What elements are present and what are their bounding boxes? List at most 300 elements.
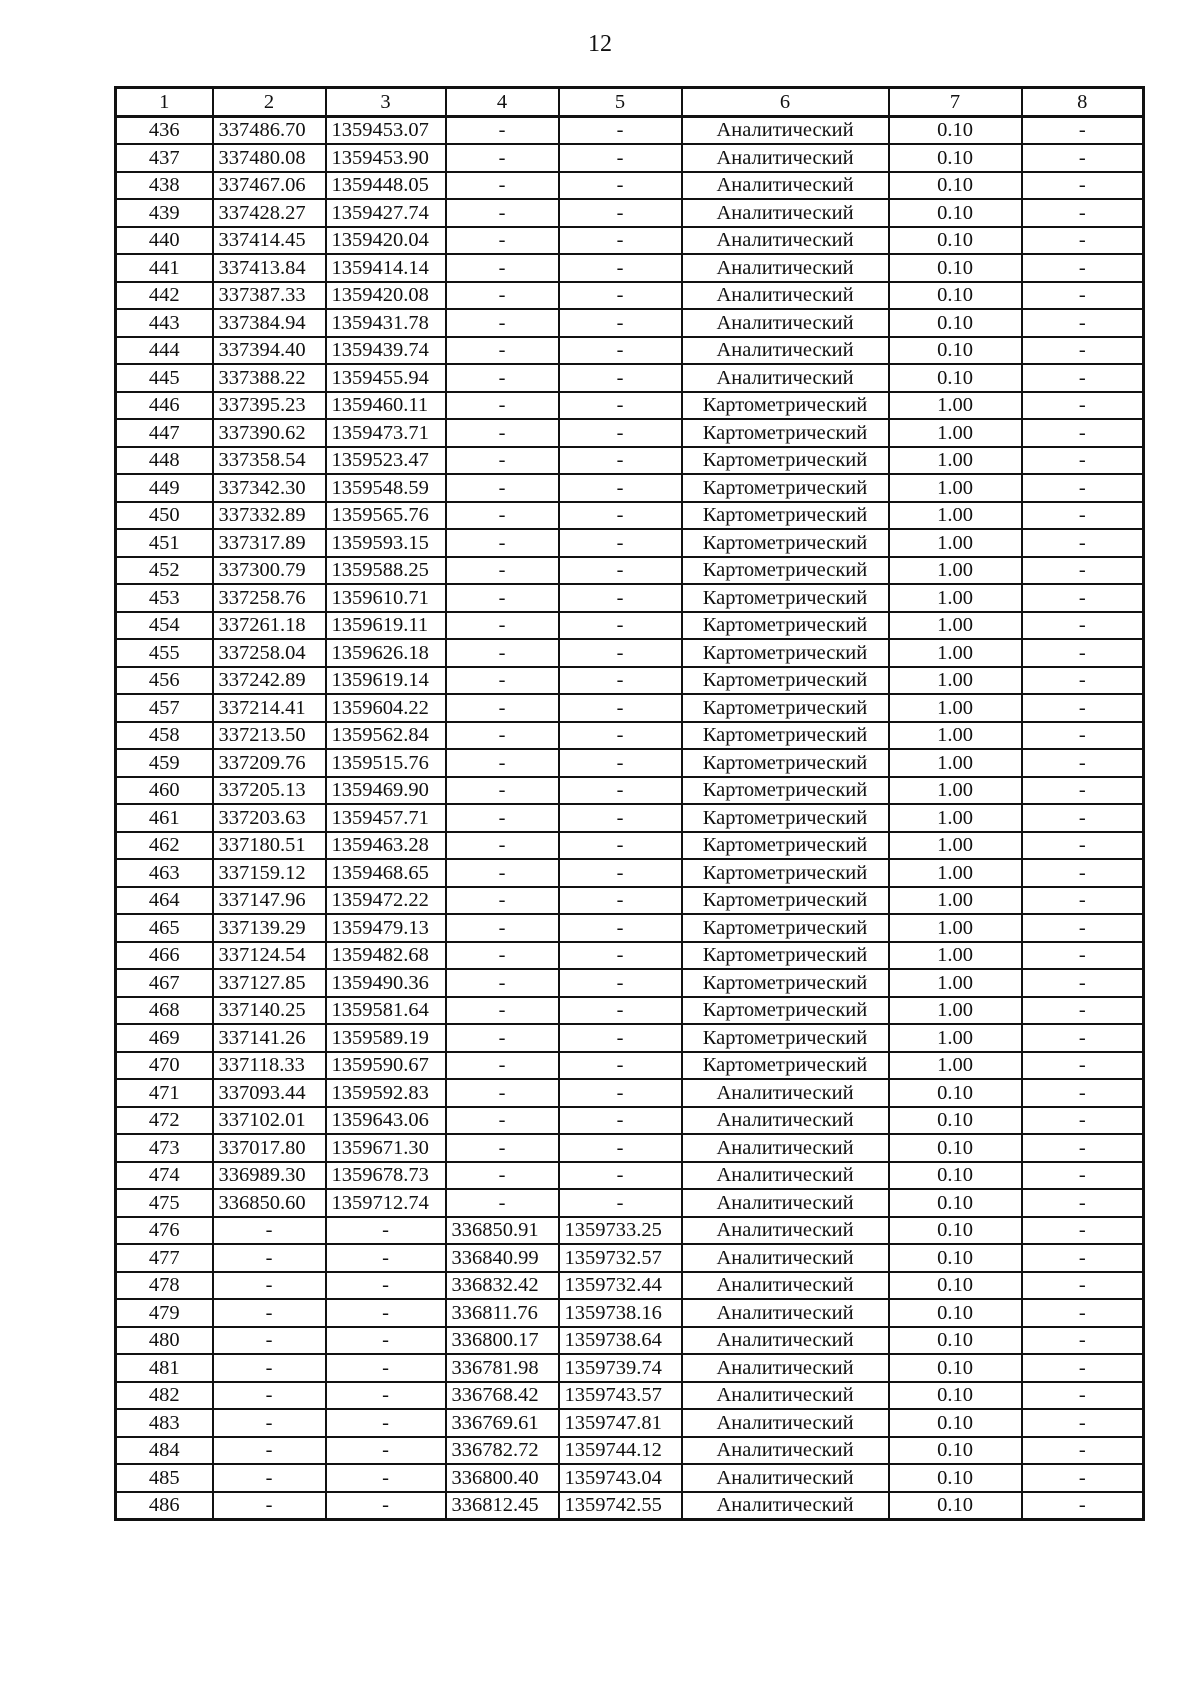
table-cell-col5: - <box>559 1079 682 1107</box>
table-cell-col8: - <box>1022 447 1144 475</box>
table-row <box>116 309 1144 337</box>
table-cell-col7: 0.10 <box>889 144 1022 172</box>
table-cell-col2: 337317.89 <box>213 529 326 557</box>
table-cell-col3: - <box>326 1382 446 1410</box>
table-cell-col8: - <box>1022 1189 1144 1217</box>
table-cell-col8: - <box>1022 337 1144 365</box>
table-cell-col1: 484 <box>116 1437 213 1465</box>
table-cell-col8: - <box>1022 1354 1144 1382</box>
table-cell-col6: Картометрический <box>682 997 889 1025</box>
table-cell-col1: 461 <box>116 804 213 832</box>
table-cell-col8: - <box>1022 914 1144 942</box>
table-cell-col1: 470 <box>116 1052 213 1080</box>
table-cell-col2: 337387.33 <box>213 282 326 310</box>
table-cell-col2: - <box>213 1409 326 1437</box>
table-cell-col2: 337205.13 <box>213 777 326 805</box>
table-cell-col4: - <box>446 749 559 777</box>
column-header-7: 7 <box>889 88 1022 117</box>
table-cell-col6: Аналитический <box>682 1299 889 1327</box>
table-cell-col6: Аналитический <box>682 364 889 392</box>
table-cell-col4: - <box>446 639 559 667</box>
table-cell-col4: - <box>446 887 559 915</box>
table-cell-col8: - <box>1022 557 1144 585</box>
table-cell-col6: Аналитический <box>682 254 889 282</box>
table-row <box>116 777 1144 805</box>
table-cell-col4: - <box>446 392 559 420</box>
table-cell-col4: - <box>446 694 559 722</box>
table-cell-col7: 1.00 <box>889 639 1022 667</box>
table-cell-col3: - <box>326 1217 446 1245</box>
table-row <box>116 1409 1144 1437</box>
table-cell-col3: 1359619.11 <box>326 612 446 640</box>
table-cell-col8: - <box>1022 969 1144 997</box>
table-cell-col6: Аналитический <box>682 1437 889 1465</box>
table-cell-col5: - <box>559 832 682 860</box>
table-cell-col8: - <box>1022 392 1144 420</box>
table-cell-col2: - <box>213 1492 326 1520</box>
table-cell-col1: 442 <box>116 282 213 310</box>
table-cell-col4: - <box>446 447 559 475</box>
table-cell-col3: 1359453.07 <box>326 116 446 144</box>
table-cell-col1: 458 <box>116 722 213 750</box>
table-cell-col2: 337124.54 <box>213 942 326 970</box>
table-cell-col4: - <box>446 199 559 227</box>
table-cell-col2: 337017.80 <box>213 1134 326 1162</box>
table-row <box>116 832 1144 860</box>
table-cell-col7: 1.00 <box>889 1052 1022 1080</box>
table-cell-col2: 337214.41 <box>213 694 326 722</box>
table-cell-col2: 337203.63 <box>213 804 326 832</box>
table-cell-col4: - <box>446 584 559 612</box>
table-cell-col3: 1359455.94 <box>326 364 446 392</box>
table-row <box>116 722 1144 750</box>
table-cell-col8: - <box>1022 1299 1144 1327</box>
table-cell-col1: 472 <box>116 1107 213 1135</box>
table-cell-col6: Картометрический <box>682 804 889 832</box>
table-cell-col5: - <box>559 804 682 832</box>
table-cell-col6: Аналитический <box>682 1492 889 1520</box>
table-cell-col3: 1359592.83 <box>326 1079 446 1107</box>
table-cell-col7: 0.10 <box>889 1409 1022 1437</box>
table-row <box>116 364 1144 392</box>
table-cell-col1: 467 <box>116 969 213 997</box>
table-cell-col4: - <box>446 254 559 282</box>
table-cell-col3: 1359448.05 <box>326 172 446 200</box>
table-cell-col6: Картометрический <box>682 584 889 612</box>
table-cell-col8: - <box>1022 254 1144 282</box>
table-cell-col3: - <box>326 1464 446 1492</box>
table-cell-col7: 1.00 <box>889 859 1022 887</box>
table-cell-col4: - <box>446 419 559 447</box>
table-cell-col3: 1359588.25 <box>326 557 446 585</box>
table-cell-col8: - <box>1022 1409 1144 1437</box>
table-cell-col7: 1.00 <box>889 969 1022 997</box>
table-cell-col8: - <box>1022 804 1144 832</box>
table-row <box>116 557 1144 585</box>
table-cell-col5: 1359747.81 <box>559 1409 682 1437</box>
table-cell-col5: 1359739.74 <box>559 1354 682 1382</box>
table-cell-col8: - <box>1022 667 1144 695</box>
table-cell-col7: 0.10 <box>889 1079 1022 1107</box>
column-header-5: 5 <box>559 88 682 117</box>
table-cell-col8: - <box>1022 612 1144 640</box>
table-row <box>116 997 1144 1025</box>
table-cell-col2: 337414.45 <box>213 227 326 255</box>
table-cell-col2: 337390.62 <box>213 419 326 447</box>
table-cell-col3: 1359565.76 <box>326 502 446 530</box>
table-cell-col5: - <box>559 474 682 502</box>
table-cell-col7: 1.00 <box>889 749 1022 777</box>
table-cell-col2: 337159.12 <box>213 859 326 887</box>
table-cell-col8: - <box>1022 419 1144 447</box>
table-cell-col2: 336989.30 <box>213 1162 326 1190</box>
table-cell-col3: 1359414.14 <box>326 254 446 282</box>
table-cell-col5: - <box>559 694 682 722</box>
table-cell-col6: Картометрический <box>682 1052 889 1080</box>
table-cell-col3: - <box>326 1437 446 1465</box>
table-cell-col1: 445 <box>116 364 213 392</box>
table-cell-col3: 1359469.90 <box>326 777 446 805</box>
table-cell-col5: 1359744.12 <box>559 1437 682 1465</box>
table-cell-col4: - <box>446 364 559 392</box>
table-row <box>116 502 1144 530</box>
table-cell-col4: - <box>446 144 559 172</box>
table-cell-col1: 462 <box>116 832 213 860</box>
table-cell-col5: - <box>559 227 682 255</box>
table-row <box>116 749 1144 777</box>
page-number: 12 <box>588 31 612 57</box>
table-cell-col8: - <box>1022 309 1144 337</box>
table-cell-col1: 436 <box>116 116 213 144</box>
table-cell-col6: Картометрический <box>682 447 889 475</box>
table-cell-col1: 480 <box>116 1327 213 1355</box>
table-cell-col3: 1359523.47 <box>326 447 446 475</box>
table-cell-col7: 0.10 <box>889 309 1022 337</box>
table-row <box>116 419 1144 447</box>
table-row <box>116 1217 1144 1245</box>
table-cell-col7: 1.00 <box>889 694 1022 722</box>
table-cell-col4: - <box>446 667 559 695</box>
table-cell-col2: 337486.70 <box>213 116 326 144</box>
table-cell-col6: Аналитический <box>682 1409 889 1437</box>
table-cell-col2: 337141.26 <box>213 1024 326 1052</box>
table-cell-col7: 0.10 <box>889 1382 1022 1410</box>
table-cell-col5: - <box>559 1134 682 1162</box>
table-cell-col3: 1359643.06 <box>326 1107 446 1135</box>
table-cell-col2: 337140.25 <box>213 997 326 1025</box>
table-cell-col8: - <box>1022 639 1144 667</box>
table-row <box>116 254 1144 282</box>
table-cell-col3: 1359468.65 <box>326 859 446 887</box>
table-row <box>116 969 1144 997</box>
table-cell-col3: 1359589.19 <box>326 1024 446 1052</box>
table-cell-col8: - <box>1022 1382 1144 1410</box>
table-cell-col3: 1359420.08 <box>326 282 446 310</box>
table-cell-col8: - <box>1022 694 1144 722</box>
column-header-2: 2 <box>213 88 326 117</box>
table-cell-col1: 465 <box>116 914 213 942</box>
table-row <box>116 694 1144 722</box>
table-cell-col3: 1359453.90 <box>326 144 446 172</box>
table-cell-col6: Аналитический <box>682 1107 889 1135</box>
table-cell-col7: 0.10 <box>889 1134 1022 1162</box>
table-cell-col2: 337300.79 <box>213 557 326 585</box>
table-cell-col7: 0.10 <box>889 1299 1022 1327</box>
table-cell-col1: 485 <box>116 1464 213 1492</box>
table-cell-col1: 456 <box>116 667 213 695</box>
table-cell-col5: - <box>559 997 682 1025</box>
table-cell-col7: 1.00 <box>889 502 1022 530</box>
table-cell-col7: 0.10 <box>889 1189 1022 1217</box>
table-cell-col3: 1359460.11 <box>326 392 446 420</box>
table-row <box>116 639 1144 667</box>
table-cell-col2: - <box>213 1437 326 1465</box>
table-cell-col7: 0.10 <box>889 1272 1022 1300</box>
table-cell-col5: - <box>559 199 682 227</box>
table-cell-col7: 0.10 <box>889 282 1022 310</box>
table-cell-col6: Картометрический <box>682 502 889 530</box>
table-cell-col2: 337395.23 <box>213 392 326 420</box>
table-cell-col4: - <box>446 1107 559 1135</box>
table-cell-col6: Аналитический <box>682 1079 889 1107</box>
table-cell-col1: 486 <box>116 1492 213 1520</box>
table-cell-col6: Картометрический <box>682 419 889 447</box>
table-cell-col5: - <box>559 337 682 365</box>
table-cell-col3: 1359619.14 <box>326 667 446 695</box>
table-cell-col4: 336782.72 <box>446 1437 559 1465</box>
table-row <box>116 1024 1144 1052</box>
table-cell-col2: 337139.29 <box>213 914 326 942</box>
table-header-row <box>116 88 1144 117</box>
table-cell-col7: 0.10 <box>889 172 1022 200</box>
table-cell-col5: - <box>559 254 682 282</box>
table-cell-col1: 440 <box>116 227 213 255</box>
table-row <box>116 1464 1144 1492</box>
table-cell-col7: 0.10 <box>889 1162 1022 1190</box>
table-cell-col8: - <box>1022 1052 1144 1080</box>
table-cell-col2: 337394.40 <box>213 337 326 365</box>
table-cell-col8: - <box>1022 1437 1144 1465</box>
table-cell-col8: - <box>1022 1327 1144 1355</box>
table-cell-col3: 1359420.04 <box>326 227 446 255</box>
table-cell-col1: 449 <box>116 474 213 502</box>
table-cell-col6: Картометрический <box>682 777 889 805</box>
table-row <box>116 116 1144 144</box>
table-cell-col8: - <box>1022 749 1144 777</box>
table-cell-col5: 1359732.44 <box>559 1272 682 1300</box>
table-row <box>116 942 1144 970</box>
table-cell-col2: 337213.50 <box>213 722 326 750</box>
table-row <box>116 1382 1144 1410</box>
table-cell-col6: Аналитический <box>682 116 889 144</box>
table-cell-col6: Аналитический <box>682 1327 889 1355</box>
table-cell-col3: - <box>326 1299 446 1327</box>
table-cell-col7: 1.00 <box>889 804 1022 832</box>
table-row <box>116 1052 1144 1080</box>
table-cell-col2: - <box>213 1244 326 1272</box>
table-cell-col3: - <box>326 1244 446 1272</box>
table-cell-col1: 451 <box>116 529 213 557</box>
table-cell-col1: 469 <box>116 1024 213 1052</box>
table-cell-col1: 448 <box>116 447 213 475</box>
table-cell-col7: 1.00 <box>889 612 1022 640</box>
table-cell-col5: - <box>559 447 682 475</box>
table-cell-col1: 471 <box>116 1079 213 1107</box>
table-cell-col1: 459 <box>116 749 213 777</box>
table-row <box>116 529 1144 557</box>
table-row <box>116 1327 1144 1355</box>
table-row <box>116 447 1144 475</box>
table-row <box>116 914 1144 942</box>
table-cell-col1: 479 <box>116 1299 213 1327</box>
table-cell-col3: 1359604.22 <box>326 694 446 722</box>
table-cell-col7: 0.10 <box>889 337 1022 365</box>
table-cell-col1: 468 <box>116 997 213 1025</box>
table-cell-col1: 443 <box>116 309 213 337</box>
table-cell-col7: 0.10 <box>889 1492 1022 1520</box>
table-cell-col5: - <box>559 639 682 667</box>
table-cell-col7: 0.10 <box>889 1327 1022 1355</box>
table-cell-col6: Аналитический <box>682 1354 889 1382</box>
table-cell-col6: Аналитический <box>682 1382 889 1410</box>
table-cell-col5: - <box>559 1162 682 1190</box>
table-cell-col3: 1359490.36 <box>326 969 446 997</box>
table-cell-col2: - <box>213 1299 326 1327</box>
table-row <box>116 1162 1144 1190</box>
table-cell-col7: 1.00 <box>889 914 1022 942</box>
table-cell-col4: 336781.98 <box>446 1354 559 1382</box>
table-cell-col8: - <box>1022 777 1144 805</box>
table-cell-col7: 1.00 <box>889 667 1022 695</box>
table-cell-col4: - <box>446 914 559 942</box>
table-cell-col2: - <box>213 1464 326 1492</box>
table-cell-col2: 337413.84 <box>213 254 326 282</box>
table-cell-col3: 1359427.74 <box>326 199 446 227</box>
table-cell-col6: Картометрический <box>682 722 889 750</box>
table-cell-col8: - <box>1022 227 1144 255</box>
table-cell-col4: - <box>446 337 559 365</box>
table-cell-col1: 441 <box>116 254 213 282</box>
table-cell-col8: - <box>1022 1464 1144 1492</box>
table-cell-col2: - <box>213 1217 326 1245</box>
column-header-4: 4 <box>446 88 559 117</box>
table-cell-col6: Аналитический <box>682 1244 889 1272</box>
table-cell-col7: 0.10 <box>889 254 1022 282</box>
table-cell-col5: 1359738.64 <box>559 1327 682 1355</box>
table-cell-col3: 1359712.74 <box>326 1189 446 1217</box>
table-cell-col6: Картометрический <box>682 914 889 942</box>
table-row <box>116 1079 1144 1107</box>
table-cell-col5: 1359738.16 <box>559 1299 682 1327</box>
table-cell-col4: - <box>446 1134 559 1162</box>
table-cell-col7: 0.10 <box>889 1437 1022 1465</box>
table-cell-col6: Картометрический <box>682 832 889 860</box>
table-cell-col4: - <box>446 997 559 1025</box>
table-cell-col2: 337102.01 <box>213 1107 326 1135</box>
table-cell-col3: 1359482.68 <box>326 942 446 970</box>
table-cell-col5: 1359733.25 <box>559 1217 682 1245</box>
table-cell-col8: - <box>1022 474 1144 502</box>
table-cell-col5: - <box>559 309 682 337</box>
table-cell-col1: 466 <box>116 942 213 970</box>
table-cell-col4: - <box>446 172 559 200</box>
table-cell-col5: - <box>559 887 682 915</box>
table-cell-col6: Картометрический <box>682 612 889 640</box>
table-cell-col7: 1.00 <box>889 557 1022 585</box>
table-cell-col6: Аналитический <box>682 199 889 227</box>
table-cell-col5: - <box>559 502 682 530</box>
table-cell-col8: - <box>1022 887 1144 915</box>
table-cell-col5: - <box>559 612 682 640</box>
table-cell-col8: - <box>1022 1244 1144 1272</box>
table-cell-col6: Аналитический <box>682 1134 889 1162</box>
table-cell-col4: - <box>446 1024 559 1052</box>
table-cell-col4: 336769.61 <box>446 1409 559 1437</box>
table-row <box>116 667 1144 695</box>
table-cell-col3: 1359581.64 <box>326 997 446 1025</box>
table-cell-col4: - <box>446 1079 559 1107</box>
table-cell-col5: - <box>559 419 682 447</box>
table-row <box>116 227 1144 255</box>
table-cell-col5: - <box>559 749 682 777</box>
table-cell-col3: 1359590.67 <box>326 1052 446 1080</box>
table-cell-col7: 1.00 <box>889 997 1022 1025</box>
table-row <box>116 392 1144 420</box>
table-cell-col4: - <box>446 502 559 530</box>
table-cell-col5: - <box>559 722 682 750</box>
table-cell-col1: 481 <box>116 1354 213 1382</box>
table-cell-col5: - <box>559 969 682 997</box>
table-body <box>116 116 1144 1520</box>
table-cell-col5: - <box>559 859 682 887</box>
table-cell-col8: - <box>1022 1162 1144 1190</box>
table-cell-col1: 437 <box>116 144 213 172</box>
table-cell-col7: 1.00 <box>889 1024 1022 1052</box>
coordinates-table <box>114 86 1145 1521</box>
table-cell-col2: - <box>213 1272 326 1300</box>
table-cell-col5: - <box>559 1107 682 1135</box>
table-cell-col2: 337258.76 <box>213 584 326 612</box>
table-cell-col7: 1.00 <box>889 777 1022 805</box>
table-cell-col6: Картометрический <box>682 639 889 667</box>
table-cell-col2: 337127.85 <box>213 969 326 997</box>
table-cell-col2: 337384.94 <box>213 309 326 337</box>
table-cell-col1: 455 <box>116 639 213 667</box>
table-cell-col7: 1.00 <box>889 832 1022 860</box>
table-cell-col7: 1.00 <box>889 419 1022 447</box>
table-cell-col5: - <box>559 557 682 585</box>
table-cell-col4: - <box>446 832 559 860</box>
table-cell-col4: - <box>446 282 559 310</box>
table-cell-col2: - <box>213 1354 326 1382</box>
table-cell-col2: 337480.08 <box>213 144 326 172</box>
table-cell-col5: - <box>559 529 682 557</box>
table-cell-col7: 1.00 <box>889 447 1022 475</box>
table-cell-col5: 1359743.04 <box>559 1464 682 1492</box>
table-row <box>116 887 1144 915</box>
table-cell-col6: Картометрический <box>682 667 889 695</box>
table-cell-col7: 1.00 <box>889 942 1022 970</box>
table-row <box>116 1299 1144 1327</box>
table-cell-col3: - <box>326 1409 446 1437</box>
table-row <box>116 337 1144 365</box>
table-cell-col5: - <box>559 116 682 144</box>
table-cell-col6: Картометрический <box>682 474 889 502</box>
table-cell-col4: 336812.45 <box>446 1492 559 1520</box>
table-cell-col3: 1359472.22 <box>326 887 446 915</box>
table-cell-col8: - <box>1022 364 1144 392</box>
table-cell-col3: - <box>326 1327 446 1355</box>
